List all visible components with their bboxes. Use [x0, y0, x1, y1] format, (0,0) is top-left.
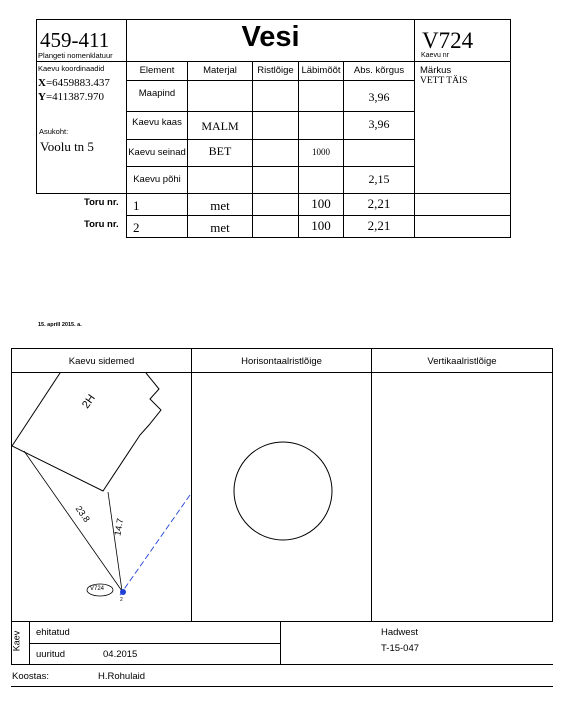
surveyed-label: uuritud	[36, 649, 66, 660]
date-text: 15. aprill 2015. a.	[38, 322, 82, 328]
author-label: Koostas:	[12, 671, 49, 682]
note-value: VETT TÄIS	[420, 76, 468, 86]
col-element: Element	[139, 65, 175, 76]
row-material: MALM	[201, 119, 239, 133]
sheet-label: Plangeti nomenklatuur	[38, 51, 113, 60]
col-diameter: Läbimõõt	[301, 65, 341, 76]
built-label: ehitatud	[36, 627, 70, 638]
row-height: 2,15	[368, 172, 390, 186]
col-material: Materjal	[203, 65, 237, 76]
panel-title-connections: Kaevu sidemed	[68, 356, 135, 367]
panel-title-horizontal: Horisontaalristlõige	[241, 356, 322, 367]
pipe-nr: 2	[133, 220, 140, 235]
x-coordinate: X=6459883.437	[38, 77, 110, 89]
y-coordinate: Y=411387.970	[38, 91, 104, 103]
well-number-small: 2	[120, 597, 123, 603]
pipe-material: met	[210, 198, 230, 213]
page-title: Vesi	[241, 21, 300, 53]
row-height: 3,96	[368, 90, 390, 104]
pipe-material: met	[210, 220, 230, 235]
sheet-number: 459-411	[40, 28, 110, 52]
pipe-nr: 1	[133, 198, 140, 213]
pipe-label: Toru nr.	[84, 197, 119, 208]
col-height: Abs. kõrgus	[353, 65, 405, 76]
col-section: Ristlõige	[257, 65, 294, 76]
row-element: Kaevu seinad	[128, 147, 186, 158]
pipe-height: 2,21	[367, 218, 391, 233]
col-note: Märkus	[420, 65, 452, 76]
well-tag: V724	[90, 586, 105, 592]
well-id: V724	[422, 28, 474, 53]
row-diameter: 1000	[312, 147, 330, 157]
row-height: 3,96	[368, 117, 390, 131]
row-element: Kaevu põhi	[133, 174, 181, 185]
side-label: Kaev	[11, 630, 22, 652]
author-name: H.Rohulaid	[98, 671, 145, 682]
location-label: Asukoht:	[39, 127, 69, 136]
surveyed-date: 04.2015	[103, 649, 138, 660]
pipe-height: 2,21	[367, 196, 391, 211]
distance-label: 23.8	[73, 503, 92, 525]
row-material: BET	[208, 144, 232, 158]
project-code: T-15-047	[381, 643, 420, 654]
coords-label: Kaevu koordinaadid	[38, 64, 105, 73]
pipe-diameter: 100	[311, 196, 331, 211]
company-name: Hadwest	[381, 627, 418, 638]
distance-label: 14.7	[112, 517, 126, 537]
building-label: 2H	[80, 392, 98, 411]
well-id-label: Kaevu nr	[421, 52, 450, 59]
pipe-diameter: 100	[311, 218, 331, 233]
row-element: Maapind	[138, 88, 176, 99]
panel-title-vertical: Vertikaalristlõige	[427, 356, 497, 367]
horizontal-section-circle	[232, 440, 334, 542]
connections-sketch	[12, 373, 191, 621]
location-value: Voolu tn 5	[40, 139, 94, 154]
row-element: Kaevu kaas	[132, 117, 182, 128]
pipe-label: Toru nr.	[84, 219, 119, 230]
